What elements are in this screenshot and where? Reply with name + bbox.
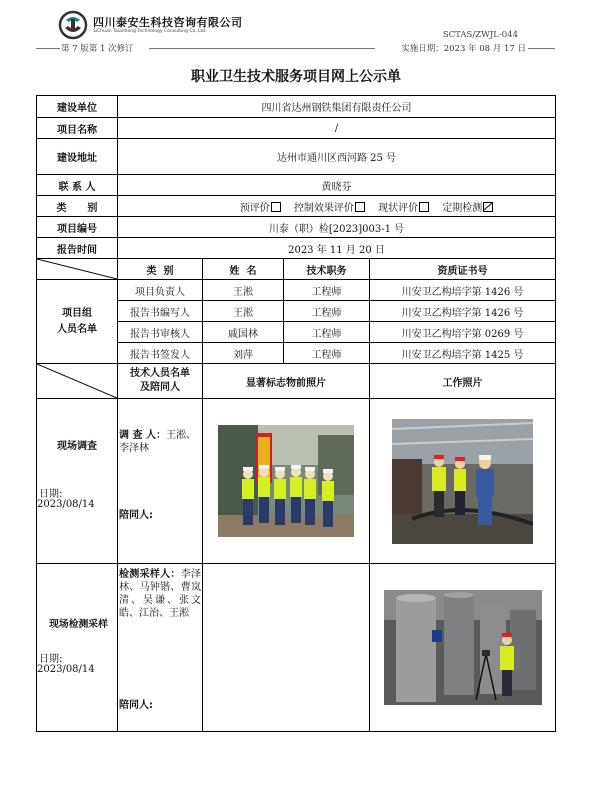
sampling-escort-label: 陪同人: — [119, 700, 153, 711]
survey-staff-label: 调 查 人： — [119, 430, 166, 441]
type-option-periodic-label: 定期检测 — [442, 202, 483, 214]
member-cert: 川安卫乙构培字第 1426 号 — [370, 280, 556, 301]
photos-header-work: 工作照片 — [370, 364, 556, 399]
member-role: 报告书签发人 — [118, 343, 203, 364]
sampling-staff — [118, 568, 202, 620]
sampling-work-photo — [384, 590, 542, 705]
type-option-pre-label: 预评价 — [239, 202, 270, 214]
members-header-name: 姓 名 — [203, 259, 284, 280]
type-option-status[interactable] — [378, 203, 429, 214]
survey-landmark-photo — [218, 425, 354, 537]
sampling-label-cell — [37, 564, 118, 732]
member-role: 项目负责人 — [118, 280, 203, 301]
photos-corner-cell — [37, 364, 118, 399]
sampling-staff-cell — [118, 564, 203, 732]
document-number: SCTAS/ZWJL-044 — [442, 30, 518, 40]
members-header-title: 技术职务 — [284, 259, 370, 280]
member-cert: 川安卫乙构培字第 0269 号 — [370, 322, 556, 343]
member-row — [37, 280, 556, 301]
contact-value: 黄晓芬 — [118, 175, 556, 196]
org-label: 建设单位 — [37, 96, 118, 118]
sampling-row — [37, 564, 556, 732]
org-value: 四川省达州钢铁集团有限责任公司 — [118, 96, 556, 118]
checkbox-icon[interactable] — [355, 202, 365, 212]
type-option-periodic[interactable] — [442, 203, 493, 214]
project-code-label: 项目编号 — [37, 217, 118, 238]
members-header-row — [37, 259, 556, 280]
type-option-status-label: 现状评价 — [378, 202, 419, 214]
sampling-date-value: 2023/08/14 — [37, 664, 95, 675]
survey-sign-photo-cell — [203, 399, 370, 564]
survey-staff-value: 王淞、李泽林 — [119, 430, 196, 454]
document-header — [0, 0, 592, 62]
type-option-control[interactable] — [294, 203, 365, 214]
report-time-value: 2023 年 11 月 20 日 — [118, 238, 556, 259]
report-time-label: 报告时间 — [37, 238, 118, 259]
address-value: 达州市通川区西河路 25 号 — [118, 139, 556, 175]
survey-label-cell — [37, 399, 118, 564]
member-name: 王淞 — [203, 280, 284, 301]
photos-header-names: 技术人员名单 及陪同人 — [118, 364, 203, 399]
sampling-work-photo-cell — [370, 564, 556, 732]
row-code — [37, 217, 556, 238]
row-report-time — [37, 238, 556, 259]
row-address — [37, 139, 556, 175]
contact-label: 联 系 人 — [37, 175, 118, 196]
member-cert: 川安卫乙构培字第 1425 号 — [370, 343, 556, 364]
implementation-date: 实施日期：2023 年 08 月 17 日 — [401, 44, 526, 54]
member-role: 报告书审核人 — [118, 322, 203, 343]
company-name-english: SiChuan Taianheng Technology Consulting Co.,Ltd. — [93, 29, 207, 34]
diagonal-line-icon — [37, 259, 117, 279]
header-rule-left — [36, 48, 60, 49]
row-org — [37, 96, 556, 118]
survey-date-label: 日期: — [39, 489, 63, 500]
project-name-value: / — [118, 118, 556, 139]
survey-escort-label: 陪同人: — [119, 510, 153, 521]
survey-staff-cell — [118, 399, 203, 564]
page-title: 职业卫生技术服务项目网上公示单 — [191, 69, 401, 85]
member-name: 戚国林 — [203, 322, 284, 343]
member-title: 工程师 — [284, 343, 370, 364]
member-name: 王淞 — [203, 301, 284, 322]
survey-staff — [118, 429, 202, 455]
diagonal-line-icon — [37, 364, 117, 398]
photos-header-sign: 显著标志物前照片 — [203, 364, 370, 399]
type-option-pre[interactable] — [240, 203, 281, 214]
sampling-label: 现场检测采样 — [49, 619, 108, 630]
members-header-role: 类 别 — [118, 259, 203, 280]
project-code-value: 川泰（职）检[2023]003-1 号 — [118, 217, 556, 238]
survey-work-photo — [392, 419, 533, 544]
survey-label: 现场调查 — [57, 441, 97, 452]
project-name-label: 项目名称 — [37, 118, 118, 139]
member-cert: 川安卫乙构培字第 1426 号 — [370, 301, 556, 322]
sampling-sign-photo-cell — [203, 564, 370, 732]
member-title: 工程师 — [284, 301, 370, 322]
type-options — [118, 196, 556, 217]
address-label: 建设地址 — [37, 139, 118, 175]
photos-header-row — [37, 364, 556, 399]
header-rule-right — [528, 48, 555, 49]
members-group-label: 项目组 人员名单 — [37, 280, 118, 364]
checkbox-icon[interactable] — [419, 202, 429, 212]
sampling-date-label: 日期: — [39, 654, 63, 665]
checkbox-icon[interactable] — [271, 202, 281, 212]
type-option-control-label: 控制效果评价 — [293, 202, 354, 214]
members-corner-cell — [37, 259, 118, 280]
sampling-staff-value: 李泽林、马钟锴、曹岚清、吴谦、张文皓、江治、王淞 — [119, 569, 202, 619]
members-header-cert: 资质证书号 — [370, 259, 556, 280]
survey-row — [37, 399, 556, 564]
row-project-name — [37, 118, 556, 139]
edition-text: 第 7 版第 1 次修订 — [61, 44, 134, 54]
row-type — [37, 196, 556, 217]
sampling-staff-label: 检测采样人： — [119, 569, 181, 580]
company-logo-icon — [57, 10, 89, 40]
checked-checkbox-icon[interactable] — [483, 202, 493, 212]
survey-date-value: 2023/08/14 — [37, 499, 95, 510]
survey-work-photo-cell — [370, 399, 556, 564]
row-contact — [37, 175, 556, 196]
member-name: 刘萍 — [203, 343, 284, 364]
member-role: 报告书编写人 — [118, 301, 203, 322]
member-title: 工程师 — [284, 322, 370, 343]
header-rule-mid — [149, 48, 375, 49]
company-name: 四川泰安生科技咨询有限公司 — [93, 16, 243, 29]
type-label: 类 别 — [37, 196, 118, 217]
member-title: 工程师 — [284, 280, 370, 301]
disclosure-table — [36, 95, 556, 732]
